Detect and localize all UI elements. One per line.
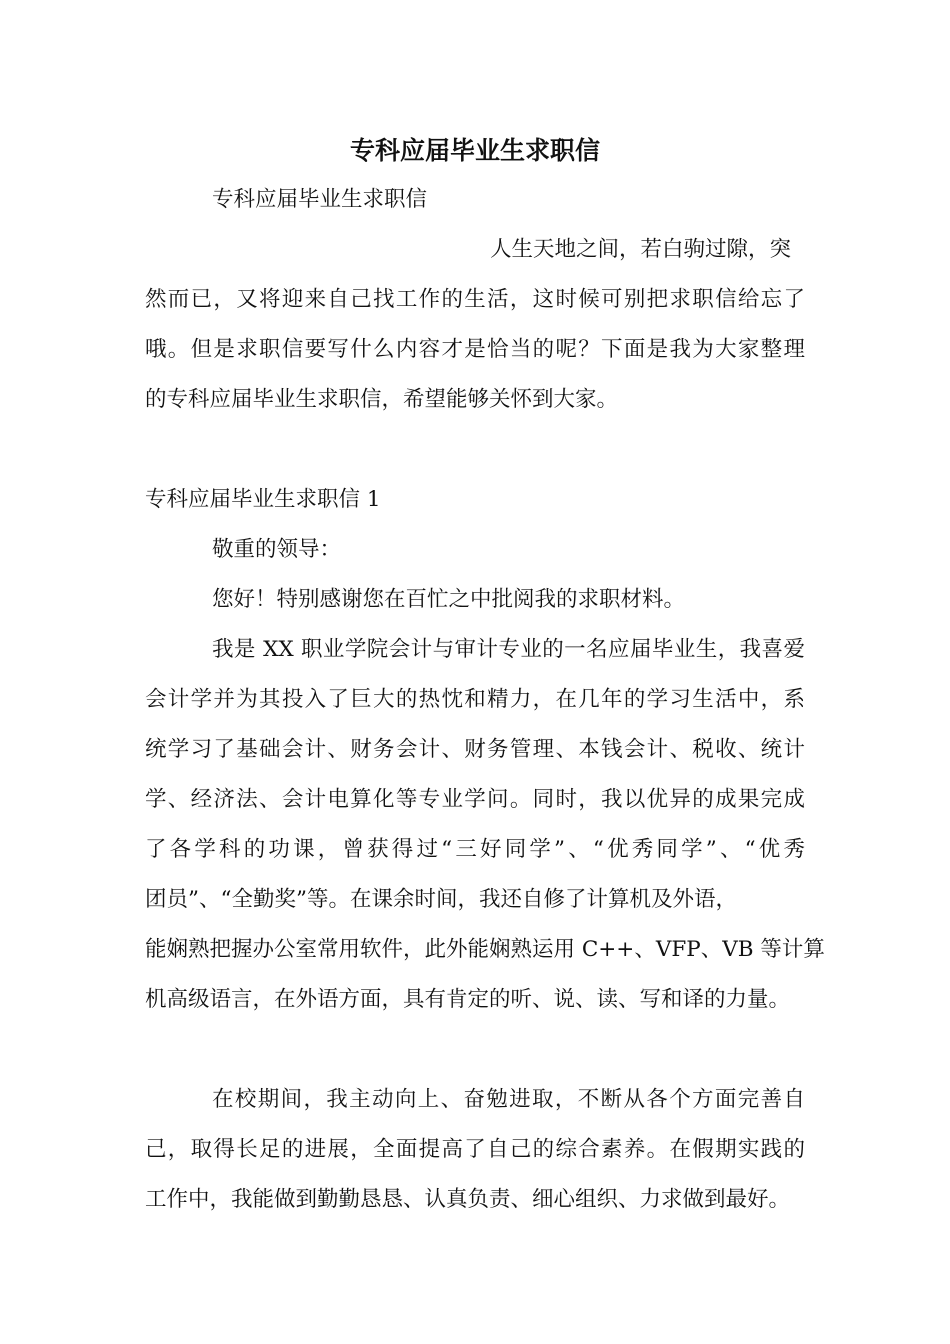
paragraph1-line-6: 团员”、“全勤奖”等。在课余时间，我还自修了计算机及外语， — [145, 887, 737, 912]
paragraph1-line-4: 学、经济法、会计电算化等专业学问。同时，我以优异的成果完成 — [145, 787, 805, 812]
paragraph2-line-2: 己，取得长足的进展，全面提高了自己的综合素养。在假期实践的 — [145, 1137, 805, 1162]
intro-line-2: 然而已，又将迎来自己找工作的生活，这时候可别把求职信给忘了 — [145, 287, 805, 312]
paragraph1-line-8: 机高级语言，在外语方面，具有肯定的听、说、读、写和译的力量。 — [145, 987, 791, 1012]
paragraph1-line-5: 了各学科的功课，曾获得过“三好同学”、“优秀同学”、“优秀 — [145, 837, 805, 862]
greeting: 您好！特别感谢您在百忙之中批阅我的求职材料。 — [212, 587, 686, 612]
intro-line-3: 哦。但是求职信要写什么内容才是恰当的呢？下面是我为大家整理 — [145, 337, 805, 362]
intro-line-4: 的专科应届毕业生求职信，希望能够关怀到大家。 — [145, 387, 619, 412]
paragraph2-line-1: 在校期间，我主动向上、奋勉进取，不断从各个方面完善自 — [212, 1087, 805, 1112]
section-heading: 专科应届毕业生求职信 1 — [145, 487, 381, 512]
document-title: 专科应届毕业生求职信 — [349, 136, 600, 165]
paragraph1-line-7: 能娴熟把握办公室常用软件，此外能娴熟运用 C++、VFP、VB 等计算 — [145, 937, 825, 962]
paragraph2-line-3: 工作中，我能做到勤勤恳恳、认真负责、细心组织、力求做到最好。 — [145, 1187, 791, 1212]
intro-line-1: 人生天地之间，若白驹过隙，突 — [490, 237, 792, 262]
subtitle-line: 专科应届毕业生求职信 — [212, 187, 428, 212]
salutation: 敬重的领导： — [212, 537, 342, 562]
paragraph1-line-2: 会计学并为其投入了巨大的热忱和精力，在几年的学习生活中，系 — [145, 687, 805, 712]
paragraph1-line-3: 统学习了基础会计、财务会计、财务管理、本钱会计、税收、统计 — [145, 737, 805, 762]
paragraph1-line-1: 我是 XX 职业学院会计与审计专业的一名应届毕业生，我喜爱 — [212, 637, 805, 662]
